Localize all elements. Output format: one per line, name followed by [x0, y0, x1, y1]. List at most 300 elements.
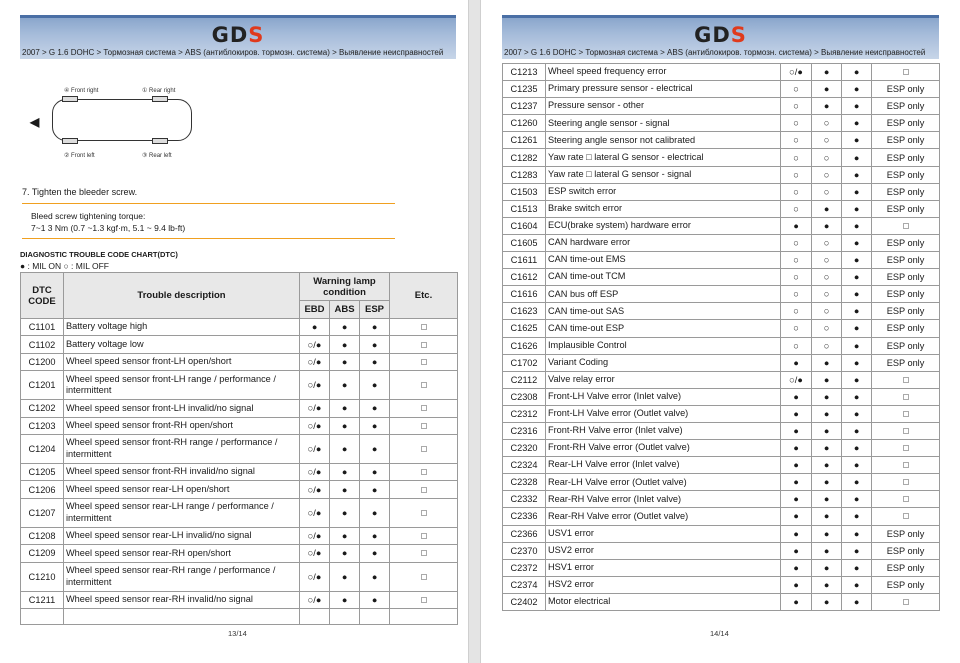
dtc-code-cell: C1201: [21, 371, 64, 400]
wheel-front-right: [62, 96, 78, 102]
arrow-left-icon: ◀: [30, 115, 40, 129]
dtc-code-cell: C2336: [503, 508, 546, 525]
description-cell: Rear-RH Valve error (Outlet valve): [546, 508, 781, 525]
ebd-lamp-cell: ○: [781, 303, 812, 320]
torque-note: [22, 203, 395, 239]
description-cell: Wheel speed sensor front-RH open/short: [64, 417, 300, 434]
etc-cell: [390, 498, 458, 527]
description-cell: Rear-LH Valve error (Inlet valve): [546, 457, 781, 474]
esp-lamp-cell: ●: [360, 463, 390, 480]
abs-lamp-cell: ●: [812, 64, 842, 81]
ebd-lamp-cell: ○: [781, 132, 812, 149]
abs-lamp-cell: ●: [330, 463, 360, 480]
dtc-code-cell: C1101: [21, 319, 64, 336]
ebd-lamp-cell: ○: [781, 98, 812, 115]
empty-box-icon: [421, 597, 427, 603]
table-row: [503, 354, 940, 371]
table-row: [503, 559, 940, 576]
description-cell: Wheel speed sensor rear-RH range / performance / intermittent: [64, 562, 300, 591]
esp-lamp-cell: ●: [360, 481, 390, 498]
etc-cell: ESP only: [872, 525, 940, 542]
dtc-table-right: [502, 63, 940, 611]
description-cell: HSV2 error: [546, 576, 781, 593]
table-row: [503, 474, 940, 491]
dtc-code-cell: C2320: [503, 440, 546, 457]
dtc-code-cell: C1261: [503, 132, 546, 149]
description-cell: CAN hardware error: [546, 234, 781, 251]
ebd-lamp-cell: ○/●: [300, 527, 330, 544]
esp-lamp-cell: ●: [842, 183, 872, 200]
table-row: [21, 545, 458, 562]
esp-lamp-cell: ●: [360, 336, 390, 353]
description-cell: Wheel speed sensor front-LH range / performance / intermittent: [64, 371, 300, 400]
ebd-lamp-cell: ○/●: [300, 562, 330, 591]
breadcrumb: 2007 > G 1.6 DOHC > Тормозная система > ABS (антиблокиров. тормозн. система) > Выявление неисправностей: [22, 48, 444, 57]
ebd-lamp-cell: ●: [781, 217, 812, 234]
esp-lamp-cell: ●: [842, 491, 872, 508]
esp-lamp-cell: ●: [360, 527, 390, 544]
table-row: [503, 81, 940, 98]
empty-box-icon: [903, 462, 909, 468]
esp-lamp-cell: ●: [842, 234, 872, 251]
etc-cell: [872, 508, 940, 525]
etc-cell: [390, 545, 458, 562]
esp-lamp-cell: ●: [842, 525, 872, 542]
etc-cell: ESP only: [872, 234, 940, 251]
etc-cell: ESP only: [872, 149, 940, 166]
etc-cell: ESP only: [872, 166, 940, 183]
abs-lamp-cell: ●: [330, 527, 360, 544]
ebd-lamp-cell: ●: [781, 405, 812, 422]
table-row: [21, 434, 458, 463]
esp-lamp-cell: ●: [842, 217, 872, 234]
empty-cell: [64, 608, 300, 624]
esp-lamp-cell: ●: [360, 562, 390, 591]
table-row: [21, 498, 458, 527]
table-row: [503, 440, 940, 457]
empty-box-icon: [903, 411, 909, 417]
description-cell: CAN time-out SAS: [546, 303, 781, 320]
ebd-lamp-cell: ○: [781, 337, 812, 354]
table-row: [21, 527, 458, 544]
etc-cell: [390, 371, 458, 400]
description-cell: Steering angle sensor not calibrated: [546, 132, 781, 149]
description-cell: Front-LH Valve error (Outlet valve): [546, 405, 781, 422]
esp-lamp-cell: ●: [360, 353, 390, 370]
etc-cell: ESP only: [872, 354, 940, 371]
description-cell: Wheel speed frequency error: [546, 64, 781, 81]
ebd-lamp-cell: ●: [781, 457, 812, 474]
esp-lamp-cell: ●: [842, 593, 872, 610]
ebd-lamp-cell: ○: [781, 200, 812, 217]
ebd-lamp-cell: ○/●: [300, 400, 330, 417]
etc-cell: ESP only: [872, 303, 940, 320]
dtc-code-cell: C1102: [21, 336, 64, 353]
abs-lamp-cell: ○: [812, 149, 842, 166]
gds-logo: GDS: [211, 23, 265, 47]
description-cell: Yaw rate □ lateral G sensor - electrical: [546, 149, 781, 166]
ebd-lamp-cell: ●: [781, 354, 812, 371]
abs-lamp-cell: ●: [330, 400, 360, 417]
empty-box-icon: [421, 382, 427, 388]
etc-cell: ESP only: [872, 81, 940, 98]
ebd-lamp-cell: ●: [781, 542, 812, 559]
description-cell: ECU(brake system) hardware error: [546, 217, 781, 234]
ebd-lamp-cell: ●: [781, 422, 812, 439]
etc-cell: [872, 405, 940, 422]
etc-cell: [872, 217, 940, 234]
empty-box-icon: [903, 513, 909, 519]
esp-lamp-cell: ●: [842, 559, 872, 576]
table-row: [21, 400, 458, 417]
ebd-lamp-cell: ○: [781, 183, 812, 200]
dtc-code-cell: C1210: [21, 562, 64, 591]
etc-cell: [872, 440, 940, 457]
abs-lamp-cell: ●: [812, 81, 842, 98]
ebd-lamp-cell: ○/●: [300, 498, 330, 527]
table-row: [503, 491, 940, 508]
gds-logo: GDS: [694, 23, 747, 47]
ebd-lamp-cell: ○/●: [300, 353, 330, 370]
esp-lamp-cell: ●: [842, 149, 872, 166]
esp-lamp-cell: ●: [842, 166, 872, 183]
description-cell: Front-LH Valve error (Inlet valve): [546, 388, 781, 405]
esp-lamp-cell: ●: [842, 269, 872, 286]
ebd-lamp-cell: ○/●: [300, 336, 330, 353]
etc-cell: [390, 400, 458, 417]
ebd-lamp-cell: ○/●: [781, 371, 812, 388]
label-front-left: ② Front left: [64, 153, 95, 159]
dtc-code-cell: C1208: [21, 527, 64, 544]
ebd-lamp-cell: ○: [781, 286, 812, 303]
mil-legend: ● : MIL ON ○ : MIL OFF: [20, 261, 109, 271]
description-cell: Variant Coding: [546, 354, 781, 371]
esp-lamp-cell: ●: [360, 417, 390, 434]
etc-cell: [390, 463, 458, 480]
note-line-2: 7~1 3 Nm (0.7 ~1.3 kgf·m, 5.1 ~ 9.4 lb-ft): [31, 223, 186, 233]
empty-box-icon: [421, 359, 427, 365]
page-header: [502, 15, 939, 59]
abs-lamp-cell: ○: [812, 286, 842, 303]
empty-box-icon: [903, 428, 909, 434]
description-cell: Pressure sensor - other: [546, 98, 781, 115]
ebd-lamp-cell: ○/●: [300, 371, 330, 400]
table-row: [21, 371, 458, 400]
abs-lamp-cell: ●: [812, 542, 842, 559]
dtc-code-cell: C1503: [503, 183, 546, 200]
esp-lamp-cell: ●: [842, 200, 872, 217]
esp-lamp-cell: ●: [360, 319, 390, 336]
description-cell: Wheel speed sensor rear-LH open/short: [64, 481, 300, 498]
table-row: [503, 115, 940, 132]
ebd-lamp-cell: ○/●: [781, 64, 812, 81]
table-row: [503, 337, 940, 354]
empty-box-icon: [421, 533, 427, 539]
abs-lamp-cell: ●: [330, 434, 360, 463]
empty-box-icon: [421, 574, 427, 580]
empty-box-icon: [903, 445, 909, 451]
empty-box-icon: [903, 69, 909, 75]
document-page-right: [481, 0, 960, 663]
dtc-code-cell: C2312: [503, 405, 546, 422]
description-cell: CAN time-out ESP: [546, 320, 781, 337]
label-front-right: ④ Front right: [64, 88, 99, 94]
abs-lamp-cell: ○: [812, 115, 842, 132]
description-cell: Wheel speed sensor rear-RH invalid/no signal: [64, 591, 300, 608]
empty-box-icon: [421, 510, 427, 516]
description-cell: Wheel speed sensor front-LH invalid/no signal: [64, 400, 300, 417]
empty-box-icon: [421, 487, 427, 493]
etc-cell: [872, 474, 940, 491]
table-row: [503, 132, 940, 149]
table-row: [503, 98, 940, 115]
empty-cell: [21, 608, 64, 624]
table-row: [503, 303, 940, 320]
dtc-chart-title: DIAGNOSTIC TROUBLE CODE CHART(DTC): [20, 250, 178, 259]
table-row: [21, 417, 458, 434]
header-ebd: EBD: [300, 301, 330, 319]
dtc-code-cell: C1604: [503, 217, 546, 234]
abs-lamp-cell: ●: [812, 457, 842, 474]
description-cell: Front-RH Valve error (Inlet valve): [546, 422, 781, 439]
table-row: [503, 388, 940, 405]
etc-cell: [872, 371, 940, 388]
etc-cell: ESP only: [872, 132, 940, 149]
abs-lamp-cell: ●: [812, 388, 842, 405]
etc-cell: [872, 593, 940, 610]
dtc-code-cell: C1206: [21, 481, 64, 498]
etc-cell: [390, 417, 458, 434]
breadcrumb: 2007 > G 1.6 DOHC > Тормозная система > ABS (антиблокиров. тормозн. система) > Выявление неисправностей: [504, 48, 926, 57]
etc-cell: [390, 434, 458, 463]
table-row: [21, 591, 458, 608]
dtc-code-cell: C2324: [503, 457, 546, 474]
ebd-lamp-cell: ●: [781, 388, 812, 405]
description-cell: Front-RH Valve error (Outlet valve): [546, 440, 781, 457]
abs-lamp-cell: ●: [330, 481, 360, 498]
dtc-code-cell: C2402: [503, 593, 546, 610]
description-cell: Rear-RH Valve error (Inlet valve): [546, 491, 781, 508]
description-cell: Wheel speed sensor rear-RH open/short: [64, 545, 300, 562]
esp-lamp-cell: ●: [360, 545, 390, 562]
abs-lamp-cell: ○: [812, 166, 842, 183]
dtc-code-cell: C2366: [503, 525, 546, 542]
table-row: [21, 319, 458, 336]
etc-cell: [390, 336, 458, 353]
abs-lamp-cell: ●: [812, 98, 842, 115]
header-abs: ABS: [330, 301, 360, 319]
table-row: [21, 481, 458, 498]
abs-lamp-cell: ●: [330, 591, 360, 608]
table-row: [503, 183, 940, 200]
dtc-code-cell: C1202: [21, 400, 64, 417]
esp-lamp-cell: ●: [842, 371, 872, 388]
description-cell: ESP switch error: [546, 183, 781, 200]
etc-cell: ESP only: [872, 98, 940, 115]
esp-lamp-cell: ●: [842, 98, 872, 115]
description-cell: HSV1 error: [546, 559, 781, 576]
ebd-lamp-cell: ○: [781, 320, 812, 337]
abs-lamp-cell: ●: [330, 353, 360, 370]
abs-lamp-cell: ○: [812, 132, 842, 149]
abs-lamp-cell: ●: [812, 440, 842, 457]
table-row: [503, 234, 940, 251]
table-row: [503, 166, 940, 183]
esp-lamp-cell: ●: [842, 115, 872, 132]
dtc-code-cell: C1213: [503, 64, 546, 81]
dtc-code-cell: C1282: [503, 149, 546, 166]
dtc-code-cell: C1605: [503, 234, 546, 251]
empty-cell: [330, 608, 360, 624]
etc-cell: ESP only: [872, 183, 940, 200]
car-outline: [52, 99, 192, 141]
dtc-code-cell: C1702: [503, 354, 546, 371]
ebd-lamp-cell: ○: [781, 149, 812, 166]
abs-lamp-cell: ●: [330, 562, 360, 591]
ebd-lamp-cell: ○/●: [300, 545, 330, 562]
ebd-lamp-cell: ○: [781, 269, 812, 286]
dtc-code-cell: C2308: [503, 388, 546, 405]
abs-lamp-cell: ●: [330, 336, 360, 353]
table-row: [21, 562, 458, 591]
dtc-code-cell: C2332: [503, 491, 546, 508]
ebd-lamp-cell: ●: [781, 559, 812, 576]
table-row: [503, 149, 940, 166]
table-row: [21, 353, 458, 370]
esp-lamp-cell: ●: [842, 354, 872, 371]
table-row: [503, 508, 940, 525]
description-cell: CAN time-out TCM: [546, 269, 781, 286]
wheel-position-diagram: [30, 84, 200, 166]
ebd-lamp-cell: ●: [781, 576, 812, 593]
ebd-lamp-cell: ○: [781, 81, 812, 98]
dtc-code-cell: C1235: [503, 81, 546, 98]
description-cell: Valve relay error: [546, 371, 781, 388]
table-row: [503, 525, 940, 542]
ebd-lamp-cell: ○: [781, 166, 812, 183]
ebd-lamp-cell: ○: [781, 115, 812, 132]
esp-lamp-cell: ●: [842, 457, 872, 474]
table-row: [503, 269, 940, 286]
etc-cell: ESP only: [872, 559, 940, 576]
empty-box-icon: [421, 405, 427, 411]
etc-cell: [390, 527, 458, 544]
ebd-lamp-cell: ○: [781, 234, 812, 251]
dtc-code-cell: C2370: [503, 542, 546, 559]
esp-lamp-cell: ●: [842, 388, 872, 405]
dtc-code-cell: C1209: [21, 545, 64, 562]
description-cell: Implausible Control: [546, 337, 781, 354]
empty-box-icon: [903, 599, 909, 605]
etc-cell: ESP only: [872, 200, 940, 217]
abs-lamp-cell: ●: [812, 491, 842, 508]
page-number: 13/14: [228, 629, 247, 638]
header-esp: ESP: [360, 301, 390, 319]
esp-lamp-cell: ●: [842, 508, 872, 525]
dtc-code-cell: C1203: [21, 417, 64, 434]
esp-lamp-cell: ●: [842, 474, 872, 491]
step-text: 7. Tighten the bleeder screw.: [22, 187, 138, 197]
esp-lamp-cell: ●: [360, 591, 390, 608]
empty-box-icon: [903, 479, 909, 485]
label-rear-left: ③ Rear left: [142, 153, 172, 159]
esp-lamp-cell: ●: [842, 252, 872, 269]
description-cell: Motor electrical: [546, 593, 781, 610]
header-dtc-code: DTC CODE: [21, 273, 64, 319]
table-row-empty: [21, 608, 458, 624]
table-row: [503, 371, 940, 388]
abs-lamp-cell: ●: [330, 545, 360, 562]
table-row: [503, 405, 940, 422]
description-cell: CAN bus off ESP: [546, 286, 781, 303]
page-header: [20, 15, 456, 59]
wheel-front-left: [62, 138, 78, 144]
description-cell: Brake switch error: [546, 200, 781, 217]
table-row: [503, 422, 940, 439]
description-cell: CAN time-out EMS: [546, 252, 781, 269]
empty-box-icon: [903, 394, 909, 400]
etc-cell: ESP only: [872, 252, 940, 269]
empty-cell: [390, 608, 458, 624]
esp-lamp-cell: ●: [842, 542, 872, 559]
ebd-lamp-cell: ○: [781, 252, 812, 269]
etc-cell: [872, 422, 940, 439]
esp-lamp-cell: ●: [842, 303, 872, 320]
description-cell: Wheel speed sensor front-RH range / performance / intermittent: [64, 434, 300, 463]
page-number: 14/14: [710, 629, 729, 638]
dtc-code-cell: C1616: [503, 286, 546, 303]
etc-cell: [872, 457, 940, 474]
description-cell: Battery voltage high: [64, 319, 300, 336]
etc-cell: [390, 591, 458, 608]
abs-lamp-cell: ○: [812, 234, 842, 251]
table-row: [503, 542, 940, 559]
empty-cell: [300, 608, 330, 624]
esp-lamp-cell: ●: [842, 405, 872, 422]
note-line-1: Bleed screw tightening torque:: [31, 211, 146, 221]
description-cell: Yaw rate □ lateral G sensor - signal: [546, 166, 781, 183]
abs-lamp-cell: ●: [330, 371, 360, 400]
page-gutter: [468, 0, 481, 663]
empty-box-icon: [421, 342, 427, 348]
esp-lamp-cell: ●: [842, 337, 872, 354]
abs-lamp-cell: ●: [812, 217, 842, 234]
description-cell: Wheel speed sensor rear-LH invalid/no signal: [64, 527, 300, 544]
dtc-code-cell: C2328: [503, 474, 546, 491]
table-row: [21, 463, 458, 480]
esp-lamp-cell: ●: [360, 434, 390, 463]
dtc-code-cell: C2372: [503, 559, 546, 576]
wheel-rear-left: [152, 138, 168, 144]
header-trouble-description: Trouble description: [64, 273, 300, 319]
table-row: [503, 200, 940, 217]
etc-cell: ESP only: [872, 115, 940, 132]
dtc-code-cell: C1283: [503, 166, 546, 183]
ebd-lamp-cell: ●: [781, 440, 812, 457]
description-cell: Steering angle sensor - signal: [546, 115, 781, 132]
abs-lamp-cell: ●: [812, 474, 842, 491]
label-rear-right: ① Rear right: [142, 88, 176, 94]
dtc-code-cell: C1260: [503, 115, 546, 132]
etc-cell: ESP only: [872, 542, 940, 559]
etc-cell: [390, 353, 458, 370]
esp-lamp-cell: ●: [842, 132, 872, 149]
table-row: [503, 593, 940, 610]
abs-lamp-cell: ●: [812, 525, 842, 542]
ebd-lamp-cell: ○/●: [300, 434, 330, 463]
description-cell: Wheel speed sensor rear-LH range / performance / intermittent: [64, 498, 300, 527]
header-warning-lamp: Warning lamp condition: [300, 273, 390, 301]
